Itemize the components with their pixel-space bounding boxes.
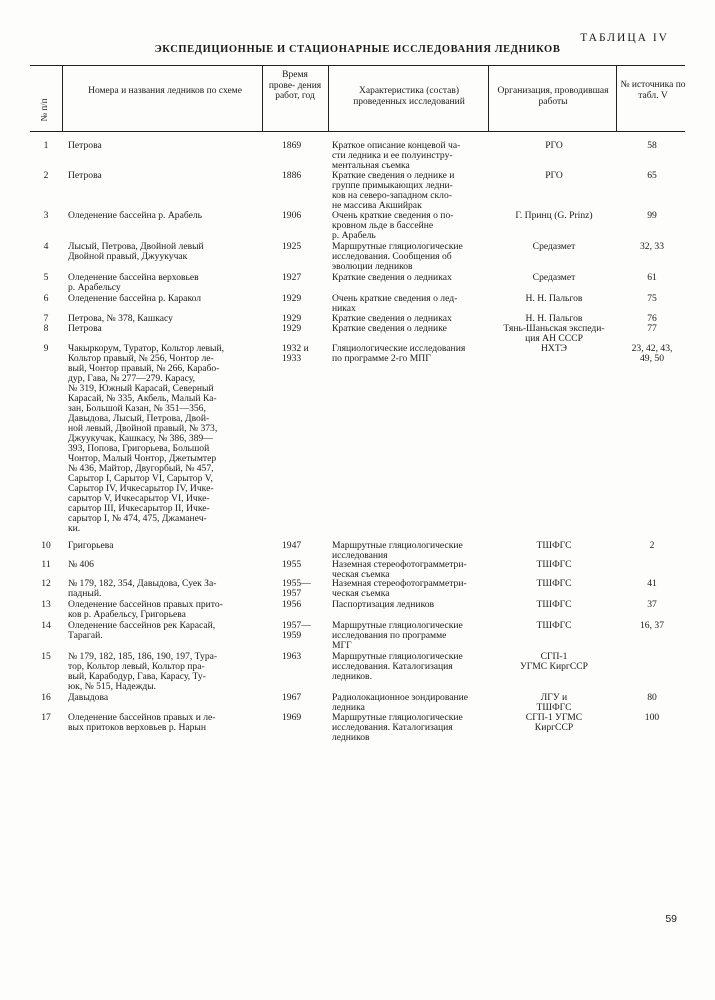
cell-name: Оледенение бассейна р. Арабель [68, 210, 203, 221]
cell-org: ТШФГС [536, 599, 572, 610]
cell-char: Маршрутные гляциологические исследования. Каталогизация ледников [332, 712, 463, 743]
cell-name: Оледенение бассейна р. Каракол [68, 293, 202, 304]
cell-name: Григорьева [68, 540, 114, 551]
cell-name: № 406 [68, 559, 94, 570]
cell-src: 65 [647, 170, 657, 181]
cell-name: Оледенение бассейна верховьев р. Арабельсу [68, 272, 199, 293]
cell-name: Лысый, Петрова, Двойной левый Двойной правый, Джуукучак [68, 241, 204, 262]
cell-org: ТШФГС [536, 620, 572, 631]
col-divider [616, 66, 617, 131]
cell-no: 15 [41, 651, 51, 662]
cell-no: 3 [43, 210, 49, 221]
cell-src: 16, 37 [640, 620, 664, 631]
cell-char: Краткие сведения о ледниках [332, 313, 452, 324]
cell-name: Петрова, № 378, Кашкасу [68, 313, 173, 324]
cell-name: Петрова [68, 140, 102, 151]
cell-src: 80 [647, 692, 657, 703]
cell-year: 1886 [282, 170, 302, 181]
cell-src: 32, 33 [640, 241, 664, 252]
cell-char: Очень краткие сведения о лед- никах [332, 293, 458, 314]
cell-no: 5 [43, 272, 49, 283]
cell-char: Паспортизация ледников [332, 599, 435, 610]
cell-no: 10 [41, 540, 51, 551]
cell-no: 4 [43, 241, 49, 252]
page-number: 59 [665, 913, 677, 925]
col-divider [62, 66, 63, 131]
cell-year: 1947 [282, 540, 302, 551]
cell-year: 1967 [282, 692, 302, 703]
cell-src: 23, 42, 43, 49, 50 [631, 343, 673, 364]
cell-no: 9 [43, 343, 49, 354]
cell-char: Краткие сведения о леднике и группе примыкающих ледни- ков на северо-западном скло- не массива Акшийрак [332, 170, 455, 211]
header-year: Время прове- дения работ, год [268, 70, 322, 101]
cell-no: 1 [43, 140, 49, 151]
cell-name: Оледенение бассейнов правых и ле- вых притоков верховьев р. Нарын [68, 712, 216, 733]
cell-org: Н. Н. Пальгов [525, 293, 583, 304]
cell-name: Петрова [68, 323, 102, 334]
table-label: ТАБЛИЦА IV [580, 32, 669, 44]
cell-year: 1906 [282, 210, 302, 221]
cell-org: Средазмет [532, 272, 576, 283]
cell-src: 77 [647, 323, 657, 334]
cell-name: Оледенение бассейнов рек Карасай, Тарагай. [68, 620, 216, 641]
cell-org: РГО [545, 140, 563, 151]
header-no: № п/п [39, 98, 49, 122]
cell-year: 1963 [282, 651, 302, 662]
cell-char: Маршрутные гляциологические исследования. Сообщения об эволюции ледников [332, 241, 463, 272]
cell-src: 100 [644, 712, 660, 723]
cell-char: Гляциологические исследования по программе 2-го МПГ [332, 343, 466, 364]
cell-year: 1957— 1959 [282, 620, 311, 641]
cell-name: Давыдова [68, 692, 109, 703]
cell-src: 41 [647, 578, 657, 589]
col-divider [262, 66, 263, 131]
header-source: № источника по табл. V [620, 80, 686, 101]
cell-name: Чакыркорум, Туратор, Кольтор левый, Кольтор правый, № 256, Чонтор ле- вый, Чонтор правый, № 266, Карабо- дур, Гава, № 277—279. Карасу, № 319, Южный Карасай, Северный Карасай, № 335, Акбель, Малый Ка- зан, Большой Казан, № 351—356, Давыдова, Лысый, Петрова, Двой- ной левый, Двойной правый, № 373, Джуукучак, Кашкасу, № 386, 389— 393, Попова, Григорьева, Большой Чонтор, Малый Чонтор, Джетымтер № 436, Майтор, Двугорбый, № 457, Сарытор I, Сарытор VI, Сарытор V, Сарытор IV, Ичкесарытор IV, Ичке- сарытор V, Ичкесарытор VI, Ичке- сарытор III, Ичкесарытор II, Ичке- сарытор I, № 474, 475, Джаманеч- ки. [68, 343, 225, 534]
cell-char: Краткое описание концевой ча- сти ледника и ее полуинстру- ментальная съемка [332, 140, 461, 171]
cell-src: 37 [647, 599, 657, 610]
cell-no: 12 [41, 578, 51, 589]
cell-no: 14 [41, 620, 51, 631]
cell-char: Радиолокационное зондирование ледника [332, 692, 469, 713]
cell-org: Средазмет [532, 241, 576, 252]
cell-year: 1929 [282, 323, 302, 334]
col-divider [328, 66, 329, 131]
header-bottom-rule [30, 131, 685, 132]
cell-org: ТШФГС [536, 559, 572, 570]
cell-year: 1955 [282, 559, 302, 570]
cell-year: 1956 [282, 599, 302, 610]
cell-org: СГП-1 УГМС КиргССР [525, 712, 583, 733]
cell-year: 1955— 1957 [282, 578, 311, 599]
header-name: Номера и названия ледников по схеме [88, 86, 242, 96]
cell-char: Краткие сведения о ледниках [332, 272, 452, 283]
cell-char: Краткие сведения о леднике [332, 323, 447, 334]
cell-name: Петрова [68, 170, 102, 181]
cell-year: 1969 [282, 712, 302, 723]
cell-year: 1932 и 1933 [282, 343, 309, 364]
cell-name: Оледенение бассейнов правых прито- ков р. Арабельсу, Григорьева [68, 599, 223, 620]
cell-no: 7 [43, 313, 49, 324]
cell-year: 1929 [282, 293, 302, 304]
cell-year: 1869 [282, 140, 302, 151]
header-top-rule [30, 65, 685, 66]
header-characteristic: Характеристика (состав) проведенных исследований [353, 86, 465, 107]
cell-year: 1925 [282, 241, 302, 252]
cell-no: 13 [41, 599, 51, 610]
cell-name: № 179, 182, 354, Давыдова, Суек За- падный. [68, 578, 217, 599]
cell-year: 1929 [282, 313, 302, 324]
cell-org: Тянь-Шаньская экспеди- ция АН СССР [503, 323, 605, 344]
cell-name: № 179, 182, 185, 186, 190, 197, Тура- тор, Кольтор левый, Кольтор пра- вый, Карабодур, Гава, Карасу, Ту- юк, № 515, Надежды. [68, 651, 218, 692]
cell-no: 2 [43, 170, 49, 181]
cell-year: 1927 [282, 272, 302, 283]
header-organization: Организация, проводившая работы [497, 86, 609, 107]
cell-char: Наземная стереофотограмметри- ческая съемка [332, 559, 467, 580]
cell-no: 6 [43, 293, 49, 304]
cell-org: Г. Принц (G. Prinz) [515, 210, 593, 221]
cell-src: 58 [647, 140, 657, 151]
cell-char: Маршрутные гляциологические исследования. Каталогизация ледников. [332, 651, 463, 682]
cell-no: 11 [41, 559, 51, 570]
cell-no: 8 [43, 323, 49, 334]
table-title: ЭКСПЕДИЦИОННЫЕ И СТАЦИОНАРНЫЕ ИССЛЕДОВАНИЯ ЛЕДНИКОВ [154, 44, 561, 55]
cell-org: ЛГУ и ТШФГС [536, 692, 572, 713]
cell-src: 99 [647, 210, 657, 221]
cell-src: 75 [647, 293, 657, 304]
cell-src: 2 [649, 540, 655, 551]
cell-org: СГП-1 УГМС КиргССР [520, 651, 588, 672]
col-divider [488, 66, 489, 131]
cell-src: 61 [647, 272, 657, 283]
cell-org: ТШФГС [536, 540, 572, 551]
cell-char: Очень краткие сведения о по- кровном льде в бассейне р. Арабель [332, 210, 454, 241]
cell-char: Наземная стереофотограмметри- ческая съемка [332, 578, 467, 599]
cell-char: Маршрутные гляциологические исследования по программе МГГ [332, 620, 463, 651]
cell-no: 16 [41, 692, 51, 703]
cell-org: РГО [545, 170, 563, 181]
cell-no: 17 [41, 712, 51, 723]
cell-org: НХТЭ [540, 343, 568, 354]
cell-org: Н. Н. Пальгов [525, 313, 583, 324]
cell-src: 76 [647, 313, 657, 324]
cell-org: ТШФГС [536, 578, 572, 589]
cell-char: Маршрутные гляциологические исследования [332, 540, 463, 561]
